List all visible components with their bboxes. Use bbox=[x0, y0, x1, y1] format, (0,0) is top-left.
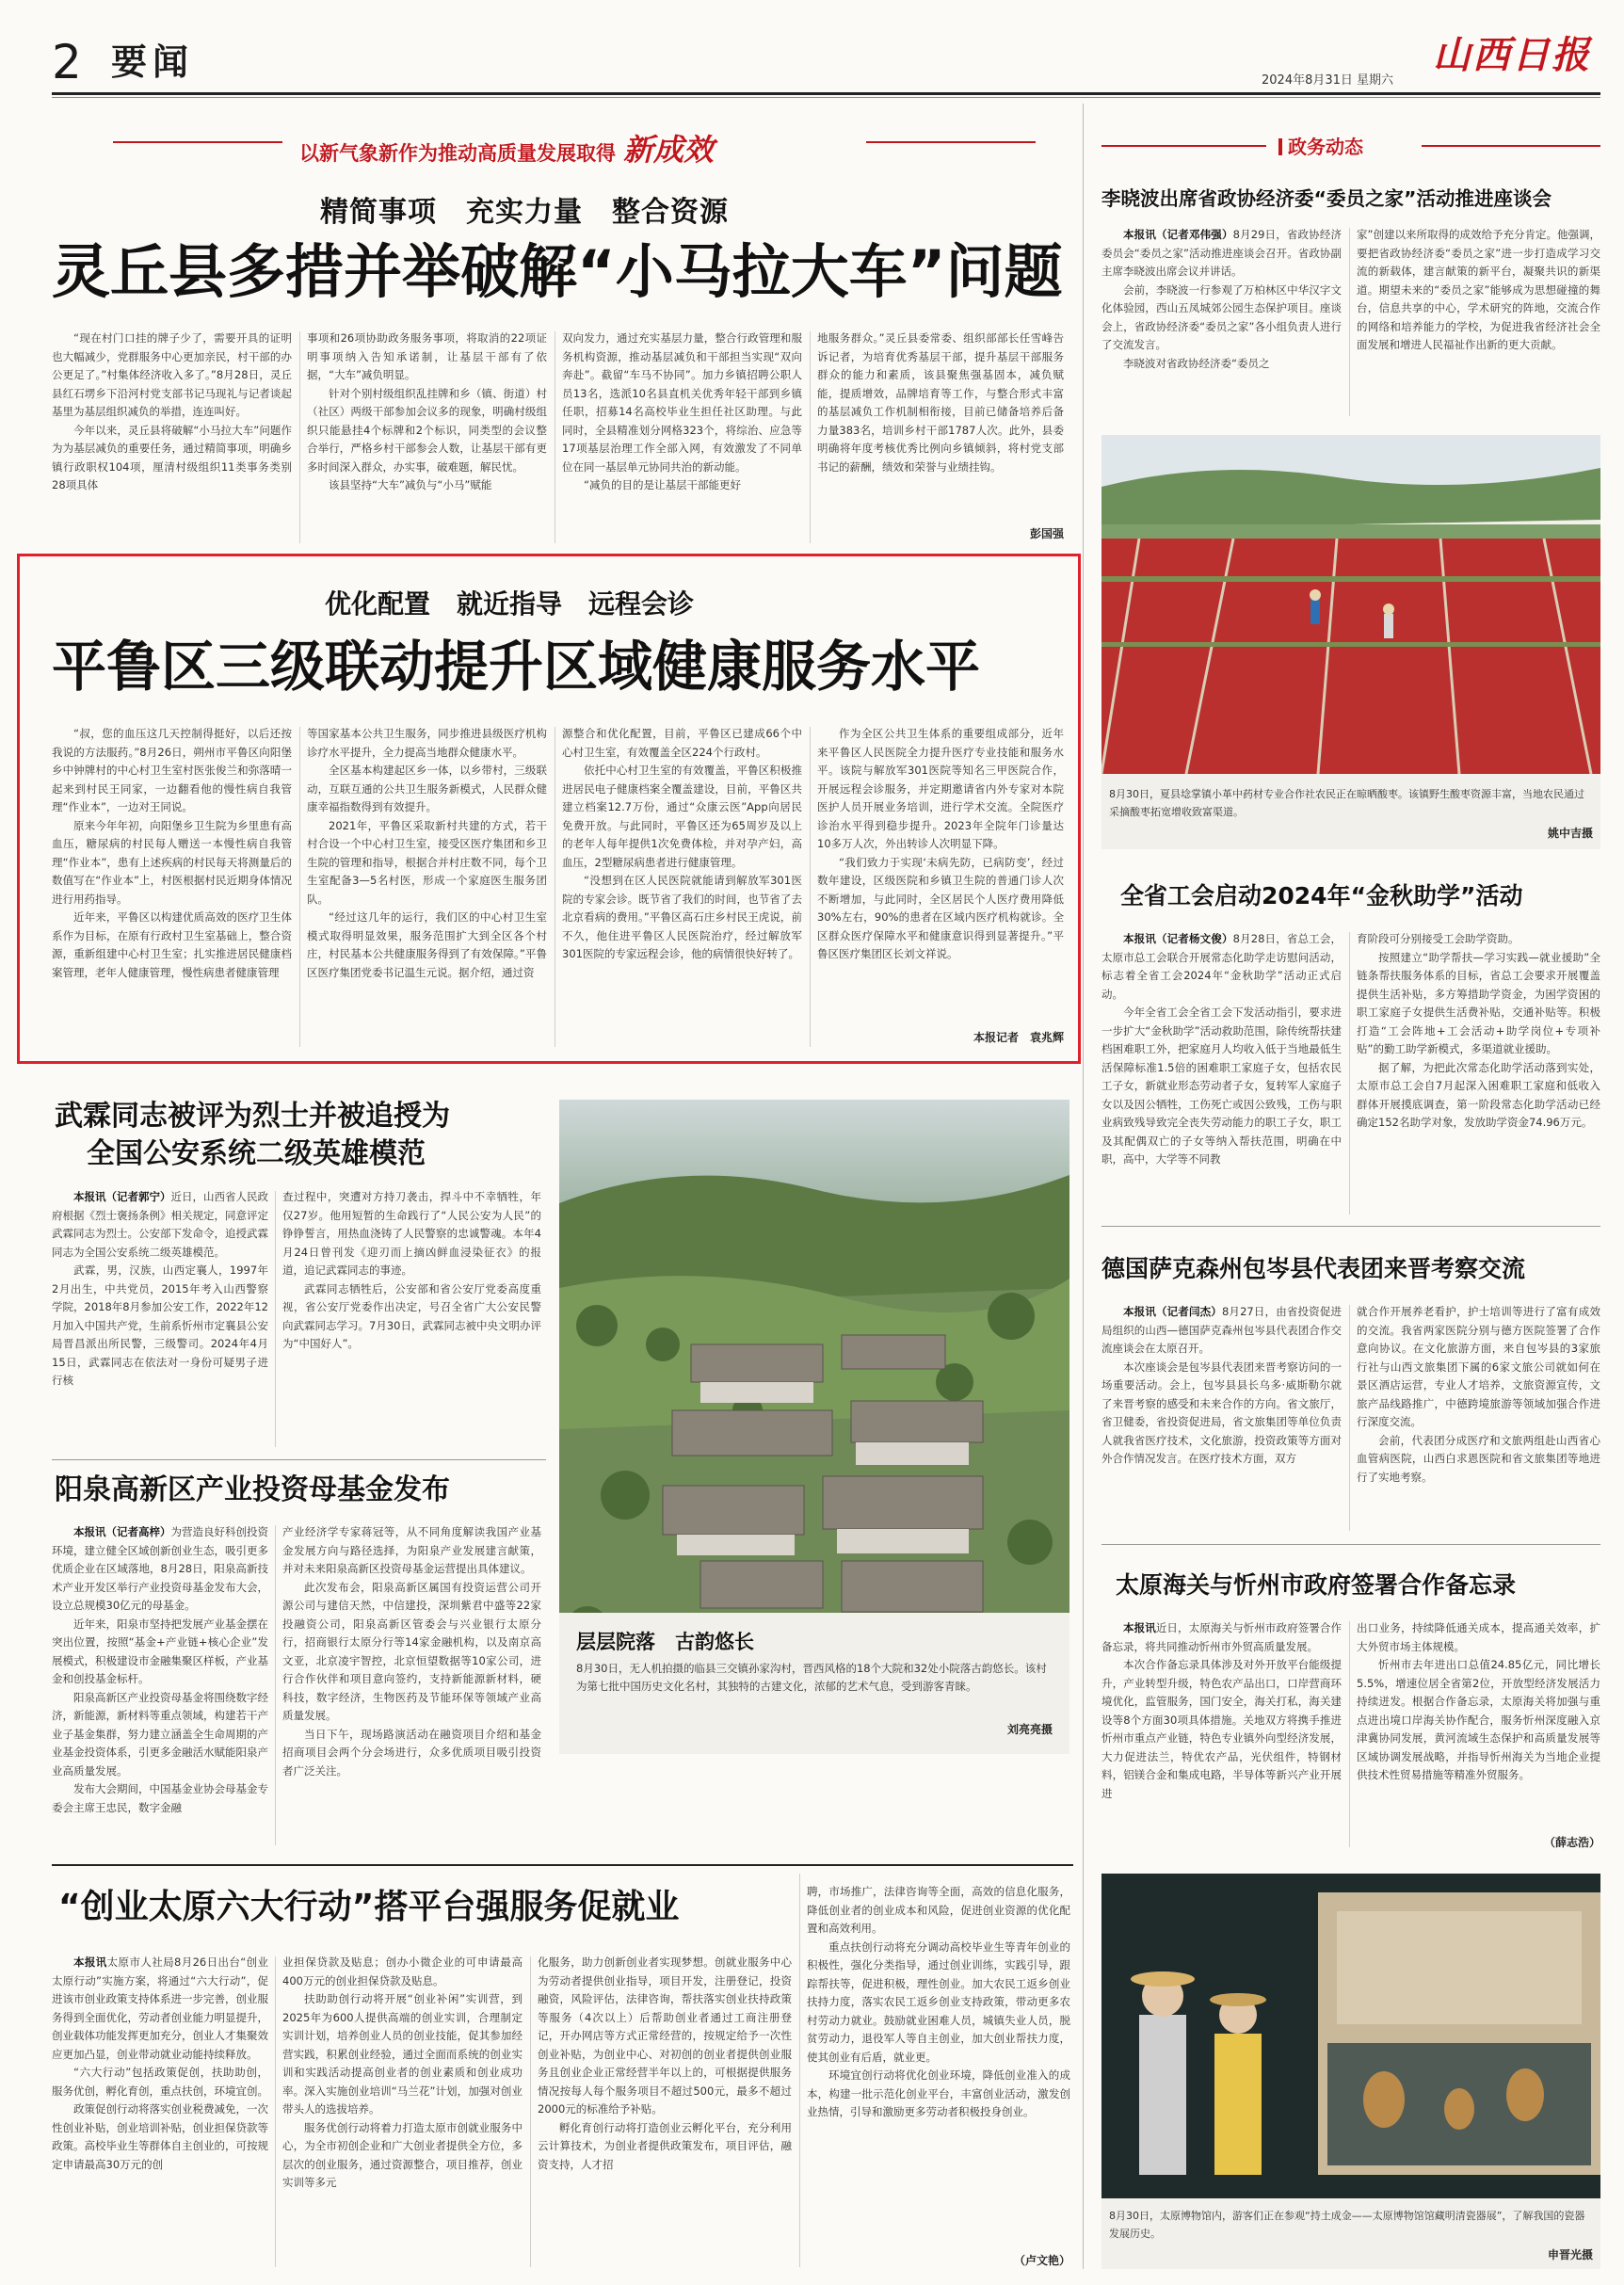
story5-col2: 业担保贷款及贴息；创办小微企业的可申请最高400万元的创业担保贷款及贴息。 扶助助创行动将开展“创业补闲”实训营，到2025年为600人提供高端的创业实训，合理制定实训计划，培养创业人员的创业技能，促其参加经营实践，积累创业经验，通过全面而系统的创业实训和实践活动提高创业者的创业素质和创业成功率。深入实施创业培训“马兰花”计划，加强对创业带头人的选拔培养。 服务优创行动将着力打造太原市创就业服务中心，为全市初创企业和广大创业者提供全方位，多层次的创业服务，通过资源整合，项目推荐，创业实训等多元 bbox=[282, 1955, 523, 2189]
museum-photo bbox=[1101, 1874, 1600, 2269]
story4-col1: 本报讯（记者高梓）为营造良好科创投资环境，建立健全区域创新创业生态，吸引更多优质企业在区域落地，8月28日，阳泉高新技术产业开发区举行产业投资母基金发布大会，设立总规模30亿元的母基金。 近年来，阳泉市坚持把发展产业基金摆在突出位置，按照“基金+产业链+核心企业”发展模式，积极建设市金融集聚区样板，产业基金和创投基金标杆。 阳泉高新区产业投资母基金将围绕数字经济，新能源，新材料等重点领域，构建若干产业子基金集群，努力建立涵盖全生命周期的产业基金投资体系，引更多金融活水赋能阳泉产业高质量发展。 发布大会期间，中国基金业协会母基金专委会主席王忠民，数字金融 bbox=[52, 1525, 268, 1814]
village-photo-credit: 刘亮亮摄 bbox=[1006, 1723, 1053, 1736]
section-name: 要闻 bbox=[111, 40, 195, 83]
museum-photo-caption: 8月30日，太原博物馆内，游客们正在参观“持土成金——太原博物馆馆藏明清瓷器展”，了解我国的瓷器发展历史。 bbox=[1109, 2210, 1585, 2240]
story3-headline-line1: 武霖同志被评为烈士并被追授为 bbox=[55, 1100, 450, 1133]
right4-credit: （薛志浩） bbox=[1543, 1836, 1600, 1849]
museum-photo-credit: 申晋光摄 bbox=[1547, 2248, 1593, 2261]
right2-col2: 育阶段可分别接受工会助学资助。 按照建立“助学帮扶—学习实践—就业援助”全链条帮扶服务体系的目标，省总工会要求开展覆盖提供生活补贴，多方筹措助学资金，为困学资困的职工家庭子女提供生活费补贴，交通补贴等。积极打造“工会阵地+工会活动+助学岗位+专项补贴”的勤工助学新模式，多渠道就业援助。 据了解，为把此次常态化助学活动落到实处，太原市总工会自7月起深入困难职工家庭和低收入群体开展摸底调查，第一阶段常态化助学活动已经确定152名助学对象，发放助学资金74.96万元。 bbox=[1357, 932, 1600, 1129]
story1-col3: 双向发力，通过充实基层力量，整合行政管理和服务机构资源，推动基层减负和干部担当实现“双向奔赴”。截留“车马不协同”。加力乡镇招聘公职人员13名，选派10名县直机关优秀年轻干部到乡镇任职，招募14名高校毕业生担任社区助理。与此同时，全县精准划分网格323个，将综治、应急等17项基层治理工作全部入网，有效激发了不同单位在同一基层单元协同共治的新动能。 “减负的目的是让基层干部能更好 bbox=[562, 331, 802, 491]
issue-date: 2024年8月31日 星期六 bbox=[1262, 73, 1394, 88]
story1-subhead: 精简事项 充实力量 整合资源 bbox=[320, 196, 729, 229]
story1-col1: “现在村门口挂的牌子少了，需要开具的证明也大幅减少，党群服务中心更加亲民，村干部的办公更足了。”村集体经济收入多了。”8月28日，灵丘县红石塄乡下沿河村党支部书记马现礼与记者谈起基里为基层组织减负的举措，连连叫好。 今年以来，灵丘县将破解“小马拉大车”问题作为为基层减负的重要任务，通过精简事项，明确乡镇行政职权104项，厘清村级组织11类事务类别28项具体 bbox=[52, 331, 292, 491]
right1-col1: 本报讯（记者邓伟强）8月29日，省政协经济委员会“委员之家”活动推进座谈会召开。省政协副主席李晓波出席会议并讲话。 会前，李晓波一行参观了万柏林区中华汉字文化体验园，西山五凤城郊公园生态保护项目。座谈会上，省政协经济委“委员之家”各小组负责人进行了交流发言。 李晓波对省政协经济委“委员之 bbox=[1101, 228, 1342, 370]
right3-headline: 德国萨克森州包岑县代表团来晋考察交流 bbox=[1101, 1255, 1526, 1282]
story5-col4: 聘，市场推广，法律咨询等全面，高效的信息化服务，降低创业者的创业成本和风险，促进创业资源的优化配置和高效利用。 重点扶创行动将充分调动高校毕业生等青年创业的积极性，强化分类指导，通过创业训练，实践引导，跟踪帮扶等，促进积极，理性创业。加大农民工返乡创业扶持力度，落实农民工返乡创业支持政策，带动更多农村劳动力就业。鼓励就业困难人员，城镇失业人员，脱贫劳动力，退役军人等自主创业，加大创业帮扶力度，使其创业有后盾，就业更。 环境宜创行动将优化创业环境，降低创业准入的成本，构建一批示范化创业平台，丰富创业活动，激发创业热情，引导和激励更多劳动者积极投身创业。 bbox=[807, 1885, 1070, 2118]
story4-col2: 产业经济学专家蒋冠等，从不同角度解读我国产业基金发展方向与路径选择，为阳泉产业发展建言献策，并对未来阳泉高新区投资母基金运营提出具体建议。 此次发布会，阳泉高新区属国有投资运营公司开源公司与建信天然，中信建投，深圳紫君中盛等22家投融资公司，阳泉高新区管委会与兴业银行太原分行，招商银行太原分行等14家金融机构，以及南京高文亚，北京凌宇智控，北京恒望数据等10家公司，进行合作伙伴和项目意向签约，支持新能源新材料，硬科技，数字经济，生物医药及节能环保等领域产业高质量发展。 当日下午，现场路演活动在融资项目介绍和基金招商项目会两个分会场进行，众多优质项目吸引投资者广泛关注。 bbox=[282, 1525, 541, 1778]
story2-headline: 平鲁区三级联动提升区域健康服务水平 bbox=[52, 635, 981, 699]
village-photo-caption: 8月30日，无人机拍摄的临县三交镇孙家沟村，晋西风格的18个大院和32处小院落古韵悠长。该村为第七批中国历史文化名村，其独特的古建文化，浓郁的艺术气息，受到游客青睐。 bbox=[576, 1662, 1047, 1693]
jujube-photo-caption: 8月30日，夏县埝掌镇小革中药材专业合作社农民正在晾晒酸枣。该镇野生酸枣资源丰富，当地农民通过采摘酸枣拓宽增收致富渠道。 bbox=[1109, 788, 1584, 818]
right-column-label: 政务动态 bbox=[1101, 132, 1600, 160]
right2-headline: 全省工会启动2024年“金秋助学”活动 bbox=[1120, 882, 1523, 909]
right4-col1: 本报讯近日，太原海关与忻州市政府签署合作备忘录，将共同推动忻州市外贸高质量发展。 本次合作备忘录具体涉及对外开放平台能级提升，产业转型升级，特色农产品出口，口岸营商环境优化，监管服务，国门安全，海关打私，海关建设等8个方面30项具体措施。关地双方将携手推进忻州市重点产业链，特色专业镇外向型经济发展，大力促进法兰，特优农产品，光伏组件，特钢材料，铝镁合金和集成电路，半导体等新兴产业开展进 bbox=[1101, 1621, 1342, 1800]
right3-col1: 本报讯（记者闫杰）8月27日，由省投资促进局组织的山西—德国萨克森州包岑县代表团合作交流座谈会在太原召开。 本次座谈会是包岑县代表团来晋考察访问的一场重要活动。会上，包岑县县长乌多·威斯勒尔就了来晋考察的感受和未来合作的方向。省文旅厅，省卫健委，省投资促进局，省文旅集团等单位负责人就我省医疗技术，文化旅游，投资政策等方面对外合作情况发言。在医疗技术方面，双方 bbox=[1101, 1305, 1342, 1465]
story5-col1: 本报讯太原市人社局8月26日出台“创业太原行动”实施方案，将通过“六大行动”，促进该市创业政策支持体系进一步完善，创业服务得到全面优化，劳动者创业能力明显提升，创业载体功能发挥更加充分，创业人才集聚效应更加凸显，创业带动就业动能持续释放。 “六大行动”包括政策促创，扶助助创，服务优创，孵化育创，重点扶创，环境宜创。 政策促创行动将落实创业税费减免，一次性创业补贴，创业培训补贴，创业担保贷款等政策。高校毕业生等群体自主创业的，可按规定申请最高30万元的创 bbox=[52, 1955, 268, 2171]
masthead-rule bbox=[52, 92, 1600, 95]
story5-headline: “创业太原六大行动”搭平台强服务促就业 bbox=[58, 1888, 680, 1926]
right2-col1: 本报讯（记者杨文俊）8月28日，省总工会，太原市总工会联合开展常态化助学走访慰问活动，标志着全省工会2024年“金秋助学”活动正式启动。 今年全省工会全省工会下发活动指引，要求进一步扩大“金秋助学”活动救助范围，除传统帮扶建档困难职工外，把家庭月人均收入低于当地最低生活保障标准1.5倍的困难职工家庭子女，包括农民工子女，新就业形态劳动者子女，复转军人家庭子女以及因公牺牲，工伤死亡或因公致残，工伤与职业病致残导致完全丧失劳动能力的职工子女，职工及其配偶双亡的子女等纳入帮扶范围，明确在中职，高中，大学等不同教 bbox=[1101, 932, 1342, 1166]
story2-col2: 等国家基本公共卫生服务，同步推进县级医疗机构诊疗水平提升，全力提高当地群众健康水平。 全区基本构建起区乡一体，以乡带村，三级联动，互联互通的公共卫生服务新模式，人民群众健康幸福指数得到有效提升。 2021年，平鲁区采取新村共建的方式，若干村合设一个中心村卫生室，接受区医疗集团和乡卫生院的管理和指导，根据合并村庄数不同，每个卫生室配备3—5名村医，形成一个家庭医生服务团队。 “经过这几年的运行，我们区的中心村卫生室模式取得明显效果，服务范围扩大到全区各个村庄，村民基本公共健康服务得到了有效保障。”平鲁区医疗集团党委书记温生元说。据介绍，通过资 bbox=[307, 727, 547, 979]
story3-col2: 查过程中，突遭对方持刀袭击，捍斗中不幸牺牲，年仅27岁。他用短暂的生命践行了“人民公安为人民”的铮铮誓言，用热血浇铸了人民警察的忠诚警魂。本年4月24日曾刊发《迎刃而上摘凶鲜血浸染征衣》的报道，追记武霖同志的事迹。 武霖同志牺牲后，公安部和省公安厅党委高度重视，省公安厅党委作出决定，号召全省广大公安民警向武霖同志学习。7月30日，武霖同志被中央文明办评为“中国好人”。 bbox=[282, 1190, 541, 1350]
village-aerial-photo bbox=[559, 1100, 1069, 1754]
story1-col4: 地服务群众。”灵丘县委常委、组织部部长任雪峰告诉记者，为培育优秀基层干部，提升基层干部服务群众的能力和素质，该县聚焦强基固本，减负赋能，提质增效，品牌培育等工作，与整合形式丰富的基层减负工作机制相衔接，目前已储备培养后备力量383名，培训乡村干部1787人次。此外，县委明确将年度考核优秀比例向乡镇倾斜，将村党支部书记的薪酬，绩效和荣誉与业绩挂钩。 bbox=[817, 331, 1064, 474]
story2-subhead: 优化配置 就近指导 远程会诊 bbox=[325, 588, 695, 620]
page-number: 2 bbox=[52, 35, 82, 89]
village-photo-caption-title: 层层院落 古韵悠长 bbox=[576, 1631, 754, 1653]
right4-headline: 太原海关与忻州市政府签署合作备忘录 bbox=[1116, 1571, 1517, 1599]
jujube-photo-credit: 姚中吉摄 bbox=[1547, 827, 1593, 840]
story2-credit: 本报记者 袁兆辉 bbox=[973, 1031, 1064, 1044]
banner bbox=[113, 121, 1036, 168]
story5-col3: 化服务，助力创新创业者实现梦想。创就业服务中心为劳动者提供创业指导，项目开发，注册登记，投资融资，风险评估，法律咨询，帮扶落实创业扶持政策等服务（4次以上）后帮助创业者通过工商注册登记，开办网店等方式正常经营的，按规定给予一次性创业补贴，为创业中心、对初创的创业者提供创业服务且创业企业正常经营半年以上的，可根据提供服务情况按每人每个服务项目不超过500元，最多不超过2000元的标准给予补贴。 孵化育创行动将打造创业云孵化平台，充分利用云计算技术，为创业者提供政策发布，项目评估，融资支持，人才招 bbox=[538, 1955, 792, 2171]
right1-col2: 家”创建以来所取得的成效给予充分肯定。他强调，要把省政协经济委“委员之家”进一步打造成学习交流的新载体，建言献策的新平台，凝聚共识的新渠道。期望未来的“委员之家”能够成为思想碰撞的舞台，信息共享的中心，学术研究的阵地，交流合作的网络和培养能力的学校，为促进我省经济社会全面发展和增进人民福祉作出新的更大贡献。 bbox=[1357, 228, 1600, 351]
story4-headline: 阳泉高新区产业投资母基金发布 bbox=[55, 1473, 450, 1506]
story2-col4: 作为全区公共卫生体系的重要组成部分，近年来平鲁区人民医院全力提升医疗专业技能和服务水平。该院与解放军301医院等知名三甲医院合作，开展远程会诊服务，并定期邀请省内外专家对本院医护人员开展业务培训，进行学术交流。全院医疗诊治水平得到稳步提升。2023年全院年门诊量达10多万人次，外出转诊人次明显下降。 “我们致力于实现‘未病先防，已病防变’，经过数年建设，区级医院和乡镇卫生院的普通门诊人次不断增加，与此同时，全区居民个人医疗费用降低30%左右，90%的患者在区域内医疗机构就诊。全区群众医疗保障水平和健康意识得到显著提升。”平鲁区医疗集团区长刘文祥说。 bbox=[817, 727, 1064, 960]
paper-name-logo: 山西日报 bbox=[1433, 33, 1591, 77]
right1-headline: 李晓波出席省政协经济委“委员之家”活动推进座谈会 bbox=[1101, 187, 1552, 210]
story3-col1: 本报讯（记者郭宁）近日，山西省人民政府根据《烈士褒扬条例》相关规定，同意评定武霖同志为烈士。公安部下发命令，追授武霖同志为全国公安系统二级英雄模范。 武霖，男，汉族，山西定襄人，1997年2月出生，中共党员，2015年考入山西警察学院，2018年8月参加公安工作，2022年12月加入中国共产党，生前系忻州市定襄县公安局晋昌派出所民警，三级警司。2024年4月15日，武霖同志在依法对一身份可疑男子进行核 bbox=[52, 1190, 268, 1387]
story1-col2: 事项和26项协助政务服务事项，将取消的22项证明事项纳入告知承诺制，让基层干部有了依据，“大车”减负明显。 针对个别村级组织乱挂牌和乡（镇、街道）村（社区）两级干部参加会议多的现象，明确村级组织只能悬挂4个标牌和2个标识，同类型的会议整合举行，严格乡村干部参会人数，让基层干部有更多时间深入群众，办实事，破难题，解民忧。 该县坚持“大车”减负与“小马”赋能 bbox=[307, 331, 547, 491]
story2-col1: “叔，您的血压这几天控制得挺好，以后还按我说的方法服药。”8月26日，朔州市平鲁区向阳堡乡中钟牌村的中心村卫生室村医张俊兰和弥落晴一起来到村民王同家，一边翻看他的慢性病自我管理“作业本”，一边对王同说。 原来今年年初，向阳堡乡卫生院为乡里患有高血压，糖尿病的村民每人赠送一本慢性病自我管理“作业本”，患有上述疾病的村民每天将测量后的数值写在“作业本”上，村医根据村民近期身体情况进行用药指导。 近年来，平鲁区以构建优质高效的医疗卫生体系作为目标，在原有行政村卫生室基础上，整合资源，重新组建中心村卫生室；扎实推进居民健康档案管理，老年人健康管理，慢性病患者健康管理 bbox=[52, 727, 292, 979]
right3-col2: 就合作开展养老看护，护士培训等进行了富有成效的交流。我省两家医院分别与德方医院签署了合作意向协议。在文化旅游方面，来自包岑县的3家旅行社与山西文旅集团下属的6家文旅公司就如何在景区酒店运营，专业人才培养，文旅资源宣传，文旅产品线路推广，中德跨境旅游等领域加强合作进行深度交流。 会前，代表团分成医疗和文旅两组赴山西省心血管病医院，山西白求恩医院和省文旅集团等地进行了实地考察。 bbox=[1357, 1305, 1600, 1484]
banner-kicker: 以新气象新作为推动高质量发展取得 bbox=[299, 142, 616, 165]
right4-col2: 出口业务，持续降低通关成本，提高通关效率，扩大外贸市场主体规模。 忻州市去年进出口总值24.85亿元，同比增长5.5%，增速位居全省第2位，开放型经济发展活力持续迸发。根据合作备忘录，太原海关将加强与重点进出境口岸海关协作配合，服务忻州深度融入京津冀协同发展，黄河流域生态保护和高质量发展等区域协调发展战略，并指导忻州海关为当地企业提供技术性贸易措施等精准外贸服务。 bbox=[1357, 1621, 1600, 1781]
story3-headline-line2: 全国公安系统二级英雄模范 bbox=[87, 1137, 426, 1170]
banner-highlight: 新成效 bbox=[623, 132, 715, 168]
jujube-drying-photo bbox=[1101, 435, 1600, 849]
story5-credit: （卢文艳） bbox=[1013, 2254, 1070, 2267]
story1-credit: 彭国强 bbox=[1029, 527, 1064, 540]
story2-col3: 源整合和优化配置，目前，平鲁区已建成66个中心村卫生室，有效覆盖全区224个行政村。 依托中心村卫生室的有效覆盖，平鲁区积极推进居民电子健康档案全覆盖建设，目前，平鲁区共建立档案12.7万份，通过“众康云医”App向居民免费开放。与此同时，平鲁区还为65周岁及以上的老年人每年提供1次免费体检，并对孕产妇，高血压，2型糖尿病患者进行健康管理。 “没想到在区人民医院就能请到解放军301医院的专家会诊。既节省了我们的时间，也节省了去北京看病的费用。”平鲁区高石庄乡村民王虎说，前不久，他住进平鲁区人民医院治疗，经过解放军301医院的专家远程会诊，他的病情很快好转了。 bbox=[562, 727, 802, 960]
story1-headline: 灵丘县多措并举破解“小马拉大车”问题 bbox=[52, 237, 1063, 306]
